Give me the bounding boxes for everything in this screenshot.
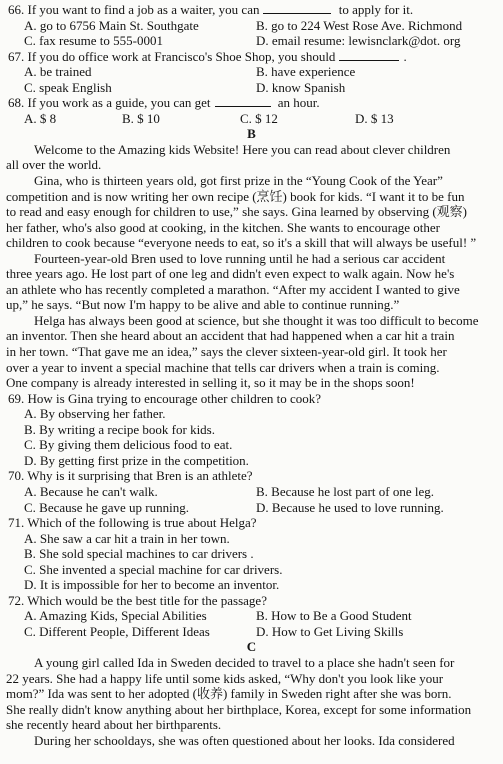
question-text: 67. If you do office work at Francisco's Shoe Shop, you should xyxy=(8,48,336,64)
option-row xyxy=(6,484,497,500)
option: A. Amazing Kids, Special Abilities xyxy=(24,608,207,624)
option-row xyxy=(6,624,497,640)
question-text-end: an hour. xyxy=(274,95,320,111)
option: C. Different People, Different Ideas xyxy=(24,623,210,639)
option: D. email resume: lewisnclark@dot. org xyxy=(256,33,461,49)
passage-line: over a year to invent a special machine that tells car drivers when a train is coming. xyxy=(6,359,440,375)
passage-line: One company is already interested in selling it, so it may be in the shops soon! xyxy=(6,375,415,391)
question-stem: 70. Why is it surprising that Bren is an athlete? xyxy=(8,468,253,484)
option: B. Because he lost part of one leg. xyxy=(256,483,434,499)
option-row xyxy=(6,33,497,49)
question-stem xyxy=(6,49,497,65)
option-row xyxy=(6,18,497,34)
section-heading: B xyxy=(247,126,256,142)
question-stem: 69. How is Gina trying to encourage other children to cook? xyxy=(8,390,321,406)
option: C. Because he gave up running. xyxy=(24,499,189,515)
passage-line: A young girl called Ida in Sweden decided to travel to a place she hadn't seen for xyxy=(34,654,455,670)
answer-blank xyxy=(215,96,271,107)
option: B. By writing a recipe book for kids. xyxy=(24,421,215,437)
passage-line: an athlete who has recently completed a marathon. “After my accident I wanted to give xyxy=(6,281,460,297)
passage-line: children to cook because “everyone needs to eat, so it's a skill that will always be useful! ” xyxy=(6,235,477,251)
passage-line: up,” he says. “But now I'm happy to be alive and able to continue running.” xyxy=(6,297,400,313)
passage-line: she recently heard about her birthparents. xyxy=(6,717,222,733)
passage-line: She really didn't know anything about her birthplace, Korea, except for some information xyxy=(6,701,472,717)
option: B. She sold special machines to car drivers . xyxy=(24,546,254,562)
passage-line: to read and easy enough for children to use,” she says. Gina learned by observing (观察) xyxy=(6,204,467,220)
option: C. She invented a special machine for car drivers. xyxy=(24,561,283,577)
option: D. It is impossible for her to become an inventor. xyxy=(24,577,280,593)
option: B. go to 224 West Rose Ave. Richmond xyxy=(256,17,463,33)
section-heading: C xyxy=(246,639,257,655)
question-stem: 71. Which of the following is true about Helga? xyxy=(8,515,257,531)
option: A. $ 8 xyxy=(24,110,57,126)
passage-line: her father, who's also good at cooking, in the kitchen. She wants to encourage other xyxy=(6,219,440,235)
option: B. How to Be a Good Student xyxy=(256,608,412,624)
option-row xyxy=(6,111,497,127)
option: D. How to Get Living Skills xyxy=(256,623,404,639)
option: D. By getting first prize in the competition. xyxy=(24,452,249,468)
answer-blank xyxy=(339,50,399,61)
passage-line: all over the world. xyxy=(6,157,102,173)
question-stem xyxy=(6,2,497,18)
passage-line: competition and is now writing her own recipe (烹饪) book for kids. “I want it to be fun xyxy=(6,188,465,204)
passage-line: Welcome to the Amazing kids Website! Here you can read about clever children xyxy=(34,141,451,157)
option: B. have experience xyxy=(256,64,356,80)
option-row xyxy=(6,500,497,516)
option: A. By observing her father. xyxy=(24,406,166,422)
question-text-end: . xyxy=(403,48,407,64)
option: A. Because he can't walk. xyxy=(24,483,158,499)
option-row xyxy=(6,80,497,96)
passage-line: Helga has always been good at science, but she thought it was too difficult to become xyxy=(34,312,479,328)
option: C. speak English xyxy=(24,79,112,95)
passage-line: Fourteen-year-old Bren used to love running until he had a serious car accident xyxy=(34,250,446,266)
passage-line: 22 years. She had a happy life until some kids asked, “Why don't you look like your xyxy=(6,670,444,686)
question-text-end: to apply for it. xyxy=(335,2,414,17)
passage-line: an inventor. Then she heard about an accident that had happened when a car hit a train xyxy=(6,328,455,344)
passage-line: Gina, who is thirteen years old, got first prize in the “Young Cook of the Year” xyxy=(34,173,443,189)
answer-blank xyxy=(263,3,331,14)
option: D. know Spanish xyxy=(256,79,346,95)
option: C. By giving them delicious food to eat. xyxy=(24,437,233,453)
option: B. $ 10 xyxy=(122,110,160,126)
question-text: 66. If you want to find a job as a waiter, you can xyxy=(8,2,260,17)
question-text: 68. If you work as a guide, you can get xyxy=(8,95,211,111)
option: C. $ 12 xyxy=(240,110,278,126)
option-row xyxy=(6,608,497,624)
question-stem xyxy=(6,95,497,111)
option: A. go to 6756 Main St. Southgate xyxy=(24,17,199,33)
question-stem: 72. Which would be the best title for the passage? xyxy=(8,592,267,608)
passage-line: three years ago. He lost part of one leg and didn't even expect to walk again. Now he's xyxy=(6,266,455,282)
option-row xyxy=(6,64,497,80)
passage-line: mom?” Ida was sent to her adopted (收养) family in Sweden right after she was born. xyxy=(6,686,452,702)
option: A. be trained xyxy=(24,64,92,80)
passage-line: During her schooldays, she was often questioned about her looks. Ida considered xyxy=(34,732,455,748)
option: D. $ 13 xyxy=(355,110,394,126)
option: D. Because he used to love running. xyxy=(256,499,444,515)
option: C. fax resume to 555-0001 xyxy=(24,33,164,49)
passage-line: in her town. “That gave me an idea,” says the clever sixteen-year-old girl. It took her xyxy=(6,344,447,360)
option: A. She saw a car hit a train in her town. xyxy=(24,530,230,546)
